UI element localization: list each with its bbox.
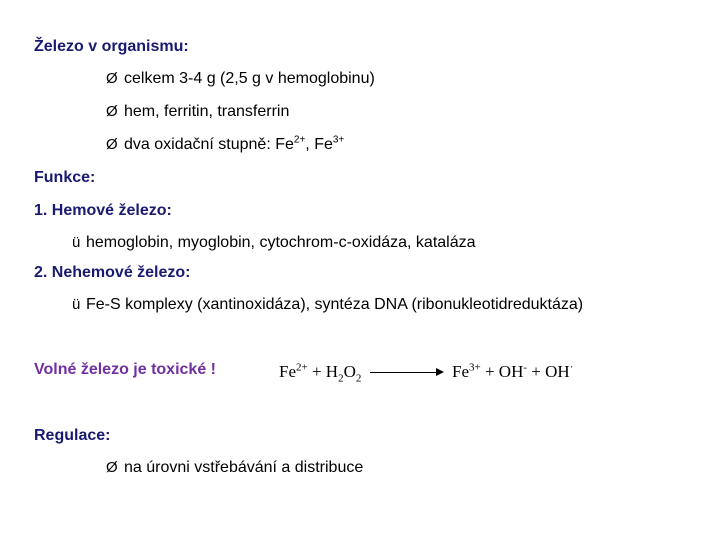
reactant-fe: Fe bbox=[279, 362, 296, 381]
arrow-bullet-icon: Ø bbox=[106, 70, 118, 87]
heading-functions: Funkce: bbox=[34, 169, 96, 186]
radical-dot: · bbox=[569, 361, 574, 374]
list-item-text: dva oxidační stupně: Fe bbox=[124, 136, 294, 153]
reaction-arrow-line bbox=[370, 372, 440, 373]
h2o2-subscript: 2 bbox=[355, 372, 362, 385]
list-item-oxidation-states bbox=[106, 136, 344, 154]
reaction-plus: + OH bbox=[480, 362, 524, 381]
heading-iron-in-organism: Železo v organismu: bbox=[34, 38, 189, 55]
list-item-heme-proteins bbox=[72, 234, 476, 252]
reaction-plus: + OH bbox=[527, 362, 570, 381]
arrow-bullet-icon: Ø bbox=[106, 103, 118, 120]
arrow-bullet-icon: Ø bbox=[106, 136, 118, 153]
oxygen: O bbox=[343, 362, 356, 381]
heading-regulation: Regulace: bbox=[34, 427, 111, 444]
list-item-text: hem, ferritin, transferrin bbox=[124, 103, 290, 120]
check-bullet-icon: ü bbox=[72, 234, 81, 251]
check-bullet-icon: ü bbox=[72, 296, 81, 313]
list-item-nonheme-proteins bbox=[72, 296, 583, 314]
toxic-iron-label: Volné železo je toxické ! bbox=[34, 361, 216, 378]
reaction-arrow-icon bbox=[436, 368, 444, 376]
list-item-text: celkem 3-4 g (2,5 g v hemoglobinu) bbox=[124, 70, 375, 87]
reaction-plus: + H bbox=[307, 362, 339, 381]
h2o2-subscript: 2 bbox=[338, 372, 344, 385]
fe3-charge: 3+ bbox=[332, 134, 345, 146]
list-item-text: , Fe bbox=[305, 136, 333, 153]
product-fe: Fe bbox=[452, 362, 469, 381]
product-fe-charge: 3+ bbox=[469, 361, 481, 374]
reaction-reactants bbox=[279, 361, 362, 385]
list-item-iron-proteins bbox=[106, 103, 289, 121]
reactant-fe-charge: 2+ bbox=[296, 361, 308, 374]
heading-heme-iron: 1. Hemové železo: bbox=[34, 202, 172, 219]
hydroxide-charge: - bbox=[523, 361, 528, 374]
list-item-text: Fe-S komplexy (xantinoxidáza), syntéza DNA (ribonukleotidreduktáza) bbox=[86, 296, 584, 313]
list-item-regulation bbox=[106, 459, 363, 477]
list-item-total-iron bbox=[106, 70, 375, 88]
arrow-bullet-icon: Ø bbox=[106, 459, 118, 476]
reaction-products bbox=[452, 362, 573, 382]
fe2-charge: 2+ bbox=[293, 134, 306, 146]
heading-nonheme-iron: 2. Nehemové železo: bbox=[34, 264, 191, 281]
list-item-text: hemoglobin, myoglobin, cytochrom-c-oxidáza, kataláza bbox=[86, 234, 476, 251]
list-item-text: na úrovni vstřebávání a distribuce bbox=[124, 459, 364, 476]
